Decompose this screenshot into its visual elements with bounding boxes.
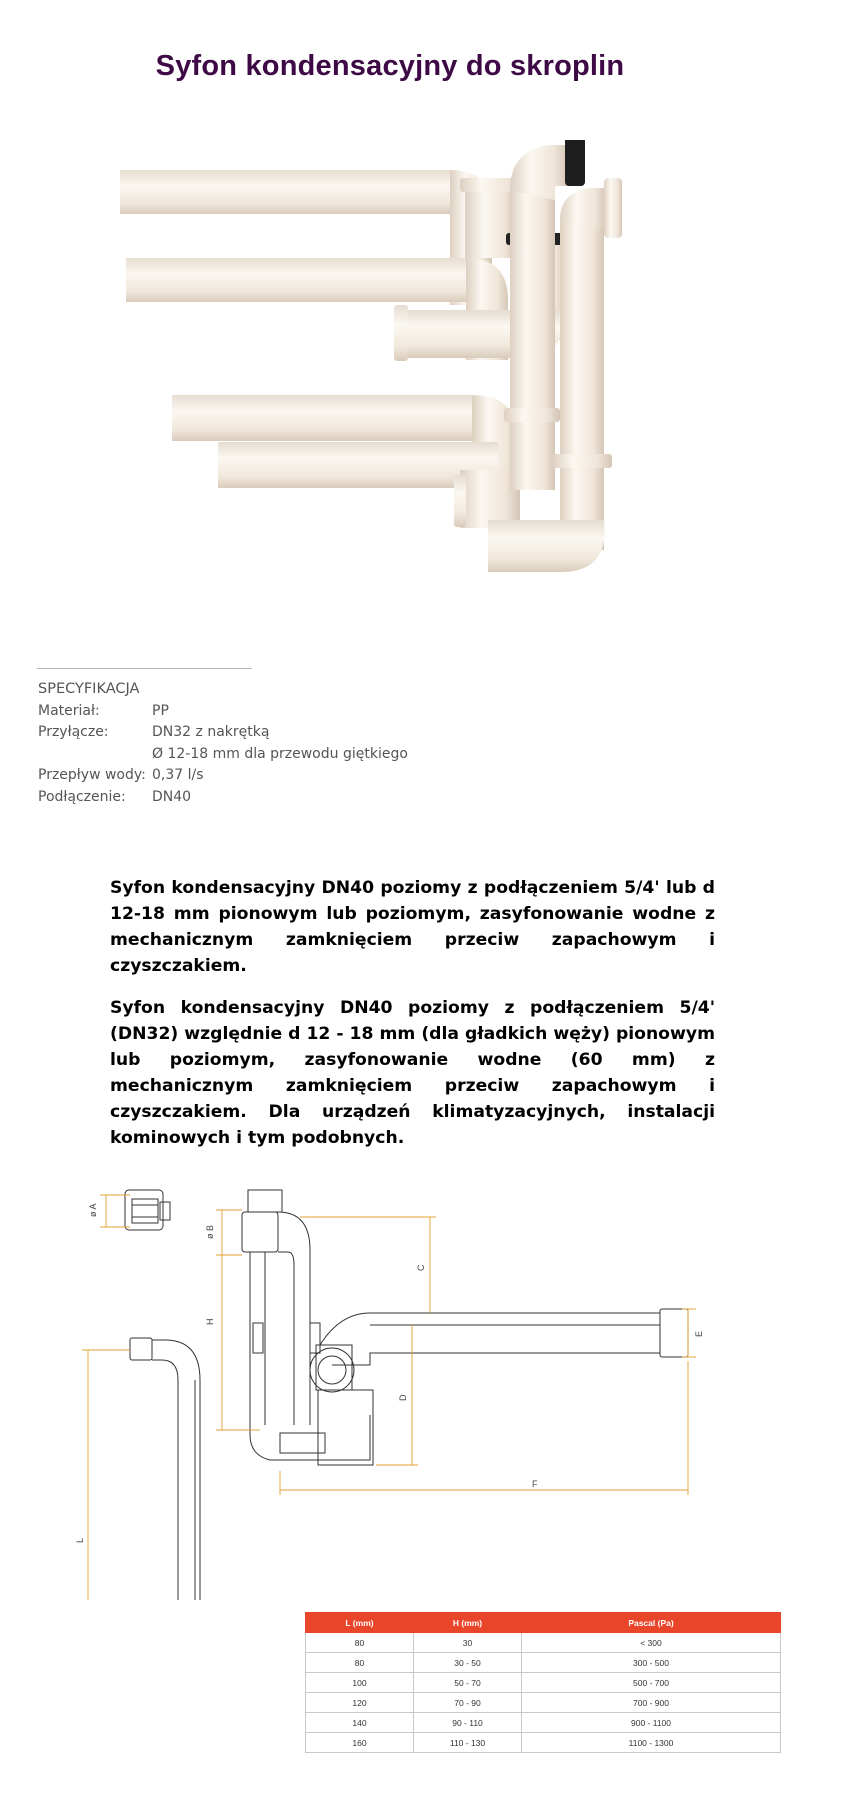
spec-row [38, 701, 169, 723]
dim-label-f: F [532, 1479, 538, 1489]
table-row [306, 1733, 781, 1753]
dim-label-a: ø A [88, 1203, 98, 1217]
spec-value: PP [152, 702, 169, 719]
spec-value: Ø 12-18 mm dla przewodu giętkiego [152, 745, 408, 762]
dimension-lines [82, 1195, 696, 1600]
spec-row [38, 722, 270, 744]
table-cell: 50 - 70 [414, 1673, 522, 1693]
dim-label-b: ø B [205, 1224, 215, 1239]
spec-row [38, 744, 408, 766]
spec-row [38, 765, 204, 787]
spec-heading: SPECYFIKACJA [38, 681, 140, 697]
dim-label-l: L [75, 1537, 85, 1543]
table-cell: 140 [306, 1713, 414, 1733]
table-cell: < 300 [522, 1633, 781, 1653]
page-title: Syfon kondensacyjny do skroplin [155, 50, 625, 82]
table-row [306, 1633, 781, 1653]
spec-key: Materiał: [38, 702, 100, 719]
upper-siphon-image [120, 170, 574, 361]
table-cell: 80 [306, 1633, 414, 1653]
spec-key: Przyłącze: [38, 724, 109, 740]
table-cell: 120 [306, 1693, 414, 1713]
spec-value: DN32 z nakrętką [152, 724, 270, 740]
elbow-pipe-detail [130, 1338, 200, 1600]
table-row [306, 1713, 781, 1733]
dimension-table [305, 1612, 781, 1753]
table-cell: 90 - 110 [414, 1713, 522, 1733]
technical-drawing [70, 1175, 800, 1600]
table-header-h: H (mm) [414, 1613, 522, 1633]
spec-row [38, 787, 192, 809]
spec-key: Podłączenie: [38, 788, 126, 805]
table-header-l: L (mm) [306, 1613, 414, 1633]
siphon-section-drawing [242, 1190, 688, 1465]
nut-detail [125, 1190, 170, 1230]
table-cell: 30 - 50 [414, 1653, 522, 1673]
table-cell: 80 [306, 1653, 414, 1673]
spec-key: Przepływ wody: [38, 767, 146, 783]
table-cell: 1100 - 1300 [522, 1733, 781, 1753]
spec-value: DN40 [152, 788, 192, 805]
dim-label-h: H [205, 1318, 215, 1325]
description-paragraph-1: Syfon kondensacyjny DN40 poziomy z podłączeniem 5/4' lub d 12-18 mm pionowym lub poziomym, zasyfonowanie wodne z mechanicznym zamknięciem przeciw zapachowym i czyszczakiem. [110, 878, 715, 977]
table-cell: 160 [306, 1733, 414, 1753]
dim-label-e: E [694, 1330, 704, 1337]
dim-label-c: C [416, 1264, 426, 1271]
table-cell: 100 [306, 1673, 414, 1693]
table-cell: 300 - 500 [522, 1653, 781, 1673]
table-header-row [306, 1613, 781, 1633]
table-cell: 70 - 90 [414, 1693, 522, 1713]
product-photo [120, 140, 740, 670]
dim-label-d: D [398, 1394, 408, 1401]
spec-block [38, 679, 408, 808]
table-row [306, 1653, 781, 1673]
table-cell: 30 [414, 1633, 522, 1653]
description-paragraph-2: Syfon kondensacyjny DN40 poziomy z podłączeniem 5/4' (DN32) względnie d 12 - 18 mm (dla gładkich węży) pionowym lub poziomym, zasyfonowanie wodne (60 mm) z mechanicznym zamknięciem przeciw zapachowym i czyszczakiem. Dla urządzeń klimatyzacyjnych, instalacji kominowych i tym podobnych. [110, 998, 715, 1149]
table-cell: 500 - 700 [522, 1673, 781, 1693]
table-cell: 110 - 130 [414, 1733, 522, 1753]
table-row [306, 1693, 781, 1713]
table-row [306, 1673, 781, 1693]
table-cell: 700 - 900 [522, 1693, 781, 1713]
spec-value: 0,37 l/s [152, 767, 204, 783]
table-cell: 900 - 1100 [522, 1713, 781, 1733]
spec-divider [37, 668, 252, 669]
table-header-pascal: Pascal (Pa) [522, 1613, 781, 1633]
